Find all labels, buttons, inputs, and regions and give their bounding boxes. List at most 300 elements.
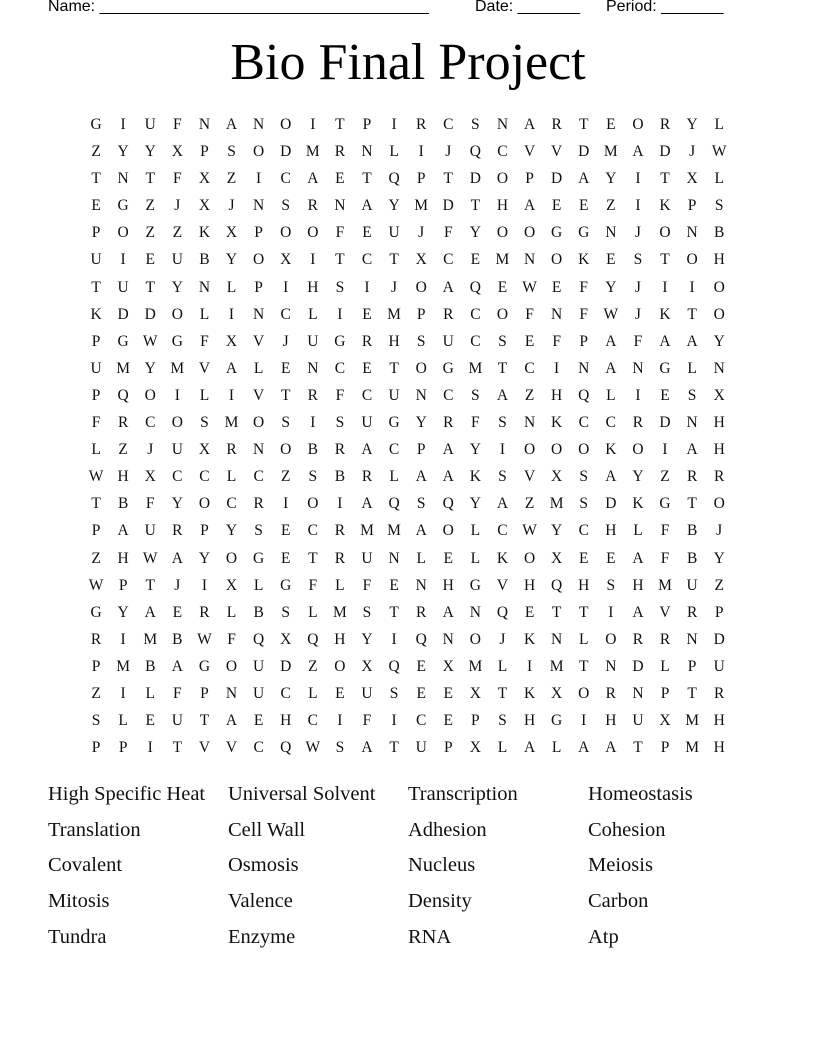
grid-letter: U [415,739,427,757]
grid-letter: B [686,522,698,540]
student-info-header [48,0,768,20]
grid-letter: F [525,305,534,323]
grid-letter: W [305,739,321,757]
grid-letter: S [579,495,589,513]
grid-letter: X [361,657,373,675]
grid-letter: Y [469,224,481,242]
grid-letter: O [225,657,238,675]
grid-letter: Y [144,359,156,377]
grid-letter: N [686,630,698,648]
grid-letter: P [362,116,372,133]
grid-letter: Y [171,278,183,296]
grid-letter: S [471,386,480,404]
word-bank-item: Cohesion [588,818,666,841]
grid-letter: Y [415,414,427,432]
grid-letter: X [686,170,698,188]
grid-letter: K [659,197,671,215]
word-bank-item: Enzyme [228,925,296,948]
grid-letter: R [659,116,671,133]
grid-letter: E [335,170,345,188]
grid-letter: E [253,712,264,730]
grid-letter: N [523,251,536,269]
grid-letter: S [281,603,291,621]
grid-letter: Y [388,197,400,215]
grid-letter: P [91,739,101,757]
grid-letter: S [335,278,345,296]
grid-letter: R [686,603,698,621]
grid-letter: U [361,549,373,567]
grid-letter: F [633,332,643,350]
grid-letter: M [332,603,347,621]
grid-letter: T [145,170,155,188]
grid-letter: Y [361,630,373,648]
grid-letter: L [226,468,237,486]
grid-letter: V [523,468,536,486]
grid-letter: D [551,170,563,188]
grid-letter: O [523,224,536,242]
grid-letter: M [549,495,564,513]
grid-letter: X [198,170,211,188]
grid-letter: I [391,630,397,648]
grid-letter: J [634,224,641,242]
grid-letter: J [174,576,181,594]
grid-letter: G [659,359,671,377]
grid-letter: I [635,170,641,188]
grid-letter: F [335,224,345,242]
word-bank [48,779,768,957]
grid-letter: K [551,414,563,432]
grid-letter: I [283,278,289,296]
word-bank-item: RNA [408,925,452,948]
grid-letter: I [228,386,235,404]
grid-letter: J [228,197,235,215]
grid-letter: T [687,305,697,323]
grid-letter: O [307,495,319,513]
grid-letter: A [225,116,238,133]
grid-letter: G [90,603,102,621]
word-bank-item: High Specific Heat [48,783,206,805]
grid-letter: X [551,468,563,486]
grid-letter: M [360,522,374,540]
grid-letter: E [389,576,399,594]
word-bank-item: Nucleus [408,854,476,877]
grid-letter: E [362,224,372,242]
grid-letter: T [579,657,589,675]
grid-letter: Y [551,522,563,540]
grid-letter: I [635,386,641,404]
grid-letter: O [551,441,563,459]
grid-letter: L [389,143,399,161]
grid-letter: C [470,332,481,350]
grid-letter: O [523,441,536,459]
grid-letter: C [253,739,264,757]
grid-letter: K [578,251,590,269]
date-field-label: Date: _______ [475,0,580,15]
word-bank-item: Valence [228,890,293,913]
grid-letter: E [416,684,426,702]
grid-letter: N [578,359,590,377]
grid-letter: C [361,386,373,404]
grid-letter: J [282,332,289,350]
grid-letter: R [334,143,346,161]
grid-letter: N [632,359,644,377]
grid-letter: J [147,441,154,459]
grid-letter: N [253,305,265,323]
grid-letter: I [662,278,668,296]
grid-letter: Y [713,549,725,567]
grid-letter: M [685,739,699,757]
grid-letter: F [471,414,480,432]
grid-letter: V [551,143,563,161]
grid-letter: R [659,630,671,648]
grid-letter: F [579,278,589,296]
grid-letter: M [468,657,483,675]
grid-letter: O [415,278,427,296]
grid-letter: I [418,143,424,161]
grid-letter: R [253,495,264,513]
grid-letter: C [172,468,183,486]
grid-letter: L [497,657,508,675]
grid-letter: C [280,170,291,188]
grid-letter: C [497,522,508,540]
grid-letter: U [361,684,373,702]
grid-letter: S [498,332,507,350]
grid-letter: A [225,359,238,377]
grid-letter: T [389,251,399,269]
grid-letter: H [523,712,536,730]
grid-letter: N [442,630,454,648]
grid-letter: A [632,603,644,621]
grid-letter: Q [388,170,400,188]
grid-letter: M [658,576,672,594]
grid-letter: T [91,278,101,296]
grid-letter: M [170,359,185,377]
grid-letter: U [307,332,319,350]
grid-letter: S [416,332,426,350]
grid-letter: O [253,143,265,161]
grid-letter: S [254,522,263,540]
grid-letter: L [389,468,399,486]
grid-letter: A [171,657,183,675]
grid-letter: C [497,143,508,161]
word-bank-item: Translation [48,818,141,841]
word-bank-item: Carbon [588,890,649,913]
grid-letter: H [117,468,129,486]
grid-letter: X [198,441,211,459]
grid-letter: O [659,224,671,242]
grid-letter: Q [578,386,590,404]
grid-letter: G [551,712,563,730]
word-bank-item: Meiosis [588,854,653,877]
grid-letter: K [90,305,102,323]
grid-letter: R [416,603,427,621]
grid-letter: L [714,170,724,188]
grid-letter: J [499,630,506,648]
grid-letter: V [198,739,211,757]
grid-letter: O [117,224,129,242]
grid-letter: O [253,251,265,269]
grid-letter: G [659,495,671,513]
grid-letter: Y [469,441,481,459]
grid-letter: D [659,414,671,432]
grid-letter: S [687,386,697,404]
grid-letter: E [579,197,589,215]
grid-letter: R [443,305,454,323]
grid-letter: X [442,657,454,675]
name-field-label: Name: _____________________________________ [48,0,429,15]
grid-letter: F [660,549,670,567]
grid-letter: R [632,414,644,432]
grid-letter: Z [308,657,318,675]
grid-letter: B [686,549,698,567]
grid-letter: I [689,278,695,296]
grid-letter: L [253,359,264,377]
grid-letter: A [605,359,617,377]
grid-letter: P [525,170,534,188]
grid-letter: J [634,305,641,323]
grid-letter: E [362,305,372,323]
grid-letter: T [687,684,697,702]
grid-letter: Y [117,603,129,621]
word-bank-item: Homeostasis [588,783,693,805]
grid-letter: K [523,684,536,702]
grid-letter: A [578,170,590,188]
word-bank-item: Transcription [408,783,518,805]
grid-letter: Z [226,170,237,188]
grid-letter: M [305,143,320,161]
grid-letter: A [496,495,509,513]
grid-letter: P [91,224,101,242]
grid-letter: Y [225,522,238,540]
grid-letter: E [443,684,453,702]
grid-letter: T [335,116,345,133]
grid-letter: F [227,630,236,648]
grid-letter: C [443,386,454,404]
grid-letter: S [498,414,507,432]
grid-letter: L [633,522,643,540]
grid-letter: R [172,522,183,540]
grid-letter: T [389,359,399,377]
grid-letter: H [713,441,725,459]
grid-letter: U [171,251,183,269]
grid-letter: X [280,251,292,269]
grid-letter: Z [118,441,128,459]
grid-letter: H [605,522,617,540]
grid-letter: R [361,332,373,350]
grid-letter: A [605,739,617,757]
word-bank-item: Cell Wall [228,818,306,841]
grid-letter: Z [606,197,616,215]
grid-letter: E [172,603,183,621]
grid-letter: Z [524,495,535,513]
grid-letter: L [470,549,481,567]
grid-letter: C [280,305,291,323]
grid-letter: K [659,305,671,323]
grid-letter: R [307,386,318,404]
grid-letter: E [335,684,345,702]
grid-letter: U [171,712,183,730]
grid-letter: C [226,495,237,513]
grid-letter: B [714,224,725,242]
grid-letter: Q [469,143,481,161]
grid-letter: E [524,332,535,350]
grid-letter: N [469,603,481,621]
grid-letter: Z [660,468,670,486]
grid-letter: Y [171,495,183,513]
grid-letter: O [632,441,644,459]
grid-letter: H [496,197,509,215]
grid-letter: N [198,278,211,296]
grid-letter: S [335,739,345,757]
grid-letter: X [659,712,671,730]
grid-letter: M [387,305,401,323]
grid-letter: T [579,116,589,133]
grid-letter: C [470,305,481,323]
grid-letter: U [171,441,183,459]
grid-letter: U [686,576,698,594]
grid-letter: L [145,684,155,702]
grid-letter: R [686,468,698,486]
grid-letter: D [713,630,725,648]
grid-letter: L [687,359,697,377]
grid-letter: G [171,332,183,350]
grid-letter: I [391,116,397,133]
grid-letter: J [634,278,641,296]
grid-letter: A [117,522,129,540]
grid-letter: C [605,414,616,432]
grid-letter: L [199,305,210,323]
grid-letter: L [226,278,237,296]
grid-letter: E [145,251,155,269]
grid-letter: C [145,414,156,432]
grid-letter: Q [388,495,400,513]
grid-letter: A [361,197,373,215]
grid-letter: A [415,522,427,540]
grid-letter: M [387,522,401,540]
grid-letter: R [714,468,725,486]
grid-letter: Q [388,657,400,675]
word-bank-item: Osmosis [228,854,299,877]
grid-letter: X [469,739,481,757]
grid-letter: T [145,278,155,296]
grid-letter: U [361,414,373,432]
grid-letter: M [603,143,618,161]
grid-letter: P [118,576,128,594]
grid-letter: T [91,170,101,188]
grid-letter: U [117,278,129,296]
grid-letter: O [415,359,427,377]
grid-letter: N [415,386,427,404]
grid-letter: T [633,739,643,757]
grid-letter: E [660,386,670,404]
word-bank-item: Tundra [48,925,107,948]
grid-letter: U [90,359,102,377]
grid-letter: P [416,441,426,459]
grid-letter: P [200,143,209,161]
grid-letter: P [687,197,697,215]
grid-letter: C [578,522,589,540]
grid-letter: Z [714,576,724,594]
grid-letter: U [632,712,644,730]
grid-letter: R [632,630,644,648]
grid-letter: P [91,386,101,404]
grid-letter: Y [605,170,617,188]
grid-letter: D [605,495,617,513]
grid-letter: Z [91,684,101,702]
grid-letter: K [523,630,536,648]
grid-letter: Y [632,468,644,486]
grid-letter: T [91,495,101,513]
word-bank-item: Mitosis [48,890,110,913]
grid-letter: X [469,684,481,702]
grid-letter: V [659,603,671,621]
grid-letter: H [334,630,346,648]
grid-letter: P [471,712,480,730]
grid-letter: K [496,549,509,567]
grid-letter: C [307,522,318,540]
grid-letter: C [443,116,454,133]
grid-letter: A [659,332,671,350]
grid-letter: O [578,441,590,459]
grid-letter: H [713,251,725,269]
grid-letter: H [280,712,292,730]
grid-letter: S [606,576,616,594]
word-bank-item: Atp [588,925,619,948]
grid-letter: Z [145,224,155,242]
grid-letter: I [635,197,641,215]
grid-letter: F [145,495,155,513]
grid-letter: W [711,143,727,161]
grid-letter: T [660,251,670,269]
grid-letter: O [523,549,536,567]
grid-letter: T [308,549,318,567]
grid-letter: I [554,359,560,377]
grid-letter: X [171,143,183,161]
grid-letter: I [147,739,153,757]
grid-letter: O [578,684,590,702]
grid-letter: R [714,684,725,702]
grid-letter: A [578,739,590,757]
grid-letter: Q [280,739,292,757]
grid-letter: Y [225,251,238,269]
grid-letter: R [334,549,346,567]
grid-letter: O [280,441,292,459]
grid-letter: H [605,712,617,730]
grid-letter: U [144,116,156,133]
grid-letter: W [603,305,619,323]
grid-letter: Z [145,197,155,215]
grid-letter: L [606,386,616,404]
grid-letter: A [225,712,238,730]
grid-letter: A [171,549,183,567]
grid-letter: N [253,116,265,133]
grid-letter: W [522,278,537,296]
period-field-label: Period: _______ [606,0,724,15]
grid-letter: D [469,170,481,188]
grid-letter: P [254,278,263,296]
grid-letter: F [308,576,318,594]
grid-letter: I [662,441,668,459]
grid-letter: O [307,224,319,242]
grid-letter: C [416,712,427,730]
grid-letter: C [361,251,373,269]
grid-letter: S [633,251,643,269]
grid-letter: W [142,549,158,567]
grid-letter: O [144,386,156,404]
grid-letter: A [442,441,454,459]
grid-letter: B [307,441,318,459]
grid-letter: Z [91,549,101,567]
